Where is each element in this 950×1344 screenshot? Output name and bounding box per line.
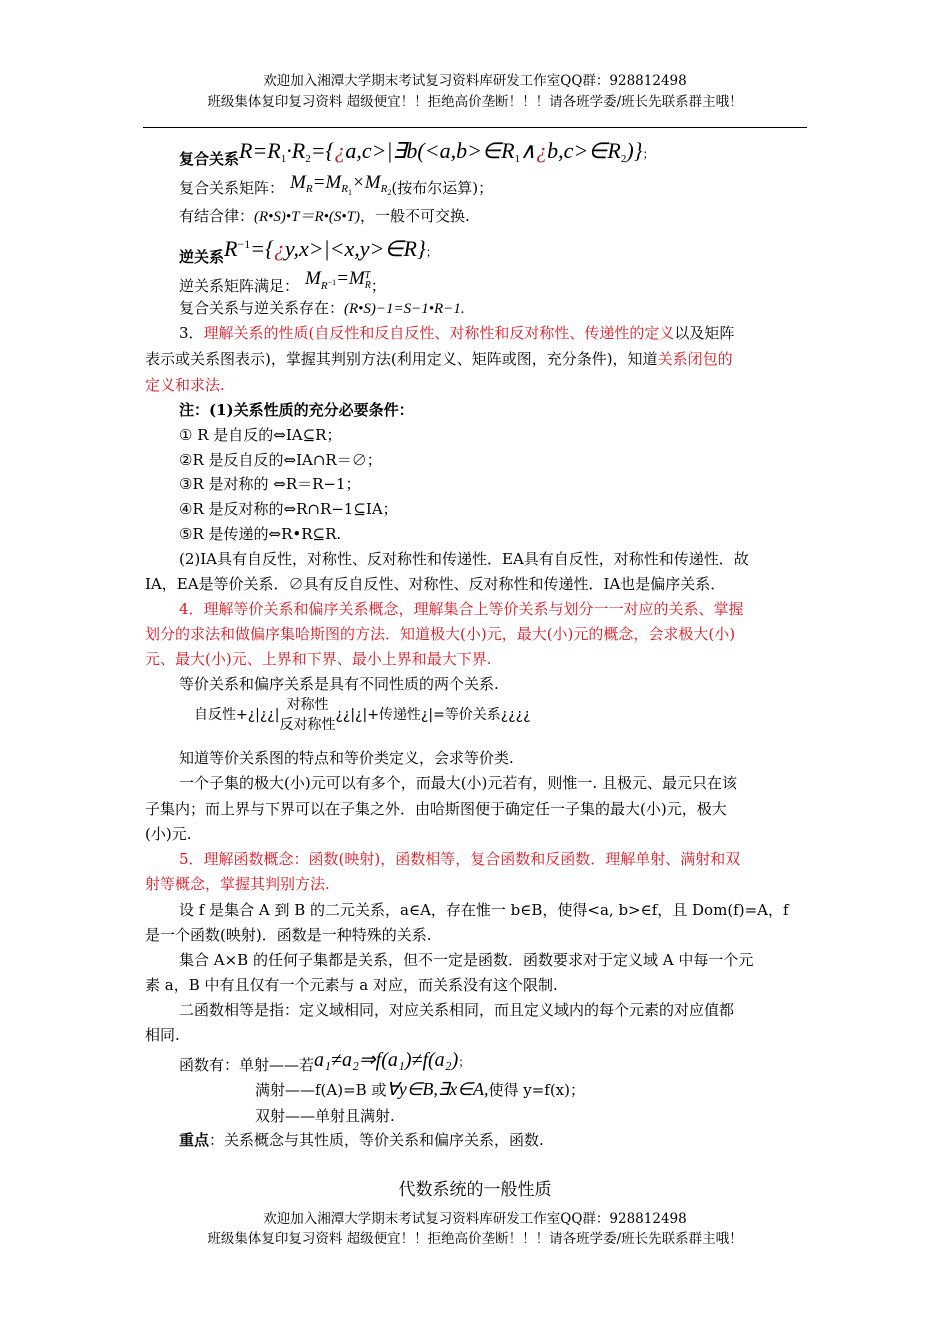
note-p2-line-2: IA，EA是等价关系．∅具有反自反性、对称性、反对称性和传递性．IA也是偏序关系． bbox=[145, 575, 726, 593]
point-5-line-4: 是一个函数(映射)．函数是一种特殊的关系. bbox=[145, 926, 432, 944]
point-4-line-5: 知道等价关系图的特点和等价类定义，会求等价类. bbox=[179, 749, 514, 767]
key-point-line: 重点：关系概念与其性质，等价关系和偏序关系，函数. bbox=[179, 1131, 544, 1149]
point-4-line-1: 4．理解等价关系和偏序关系概念，理解集合上等价关系与划分一一对应的关系、掌握 bbox=[179, 600, 744, 618]
equivalence-formula: 自反性+¿|¿¿| 对称性 反对称性 ¿¿|¿|+传递性¿|=等价关系¿¿¿¿ bbox=[194, 697, 531, 733]
point-4-line-3: 元、最大(小)元、上界和下界、最小上界和最大下界. bbox=[145, 650, 492, 668]
inverse-label: 逆关系 bbox=[179, 248, 225, 266]
point-5-line-6: 素 a，B 中有且仅有一个元素与 a 对应，而关系没有这个限制. bbox=[145, 976, 558, 994]
point-5-line-8: 相同. bbox=[145, 1026, 180, 1044]
compose-label: 复合关系 bbox=[179, 150, 240, 168]
point-3-line-3: 定义和求法. bbox=[145, 376, 225, 394]
point-4-line-7: 子集内；而上界与下界可以在子集之外．由哈斯图便于确定任一子集的最大(小)元，极大 bbox=[145, 800, 727, 818]
header-divider bbox=[143, 127, 807, 128]
note-item-2: ②R 是反自反的⇔IA∩R＝∅； bbox=[179, 451, 382, 469]
point-5-line-5: 集合 A×B 的任何子集都是关系，但不一定是函数．函数要求对于定义域 A 中每一个元 bbox=[179, 951, 754, 969]
point-3-line-1: 3．理解关系的性质(自反性和反自反性、对称性和反对称性、传递性的定义以及矩阵 bbox=[179, 324, 735, 342]
point-4-line-4: 等价关系和偏序关系是具有不同性质的两个关系. bbox=[179, 675, 499, 693]
bijection-line: 双射——单射且满射. bbox=[255, 1107, 395, 1125]
compose-relation-line: 复合关系$R=R_1\cdot R_2=\{¿a,c>|\exists b(<a,b>\in R_1\wedge¿b,c>\in R_2)\}$； bbox=[179, 138, 655, 168]
point-4-line-8: (小)元. bbox=[145, 825, 192, 843]
compose-matrix-line: 复合关系矩阵： $M_R=M_{R1}\times M_{R2}$(按布尔运算)； bbox=[179, 172, 494, 197]
inverse-relation-line: 逆关系$R^{-1}=\{¿y,x>|<x,y>\in R\}$； bbox=[179, 236, 438, 266]
compose-inverse-line: 复合关系与逆关系存在：(R•S)−1=S−1•R−1. bbox=[179, 299, 465, 317]
point-5-line-3: 设 f 是集合 A 到 B 的二元关系，a∈A，存在惟一 b∈B，使得<a, b>∈f，且 Dom(f)=A，f bbox=[179, 901, 789, 919]
point-5-line-2: 射等概念，掌握其判别方法. bbox=[145, 875, 330, 893]
footer-line-1: 欢迎加入湘潭大学期末考试复习资料库研发工作室QQ群：928812498 bbox=[263, 1211, 687, 1227]
inverse-matrix-line: 逆关系矩阵满足： $M_R-1=M$ T R ； bbox=[179, 268, 386, 295]
header-line-2: 班级集体复印复习资料 超级便宜！！拒绝高价垄断！！！请各班学委/班长先联系群主哦！ bbox=[207, 94, 743, 110]
surjection-line: 满射——f(A)=B 或∀y∈B,∃x∈A,使得 y=f(x)； bbox=[255, 1079, 585, 1099]
note-p2-line-1: (2)IA具有自反性，对称性、反对称性和传递性．EA具有自反性，对称性和传递性．故 bbox=[179, 550, 749, 568]
point-4-line-2: 划分的求法和做偏序集哈斯图的方法．知道极大(小)元，最大(小)元的概念，会求极大(小) bbox=[145, 625, 736, 643]
point-4-line-6: 一个子集的极大(小)元可以有多个，而最大(小)元若有，则惟一. 且极元、最元只在该 bbox=[179, 774, 737, 792]
matrix-label: 复合关系矩阵： bbox=[179, 179, 285, 197]
point-3-line-2: 表示或关系图表示)，掌握其判别方法(利用定义、矩阵或图，充分条件)，知道关系闭包的 bbox=[145, 350, 733, 368]
point-5-line-7: 二函数相等是指：定义域相同，对应关系相同，而且定义域内的每个元素的对应值都 bbox=[179, 1001, 735, 1019]
point-5-line-1: 5．理解函数概念：函数(映射)，函数相等，复合函数和反函数．理解单射、满射和双 bbox=[179, 850, 741, 868]
section-title: 代数系统的一般性质 bbox=[398, 1180, 552, 1200]
note-item-1: ① R 是自反的⇔IA⊆R； bbox=[179, 426, 342, 444]
footer-line-2: 班级集体复印复习资料 超级便宜！！拒绝高价垄断！！！请各班学委/班长先联系群主哦！ bbox=[207, 1231, 743, 1247]
associative-line: 有结合律：(R•S)•T＝R•(S•T)，一般不可交换. bbox=[179, 207, 470, 225]
note-item-3: ③R 是对称的 ⇔R＝R−1； bbox=[179, 475, 361, 493]
injection-line: 函数有：单射——若a₁≠a₂⇒f(a₁)≠f(a₂)； bbox=[179, 1049, 471, 1074]
note-item-5: ⑤R 是传递的⇔R•R⊆R. bbox=[179, 525, 342, 543]
note-title: 注：(1)关系性质的充分必要条件： bbox=[179, 401, 414, 419]
note-item-4: ④R 是反对称的⇔R∩R−1⊆IA； bbox=[179, 500, 398, 518]
header-line-1: 欢迎加入湘潭大学期末考试复习资料库研发工作室QQ群：928812498 bbox=[263, 73, 687, 89]
